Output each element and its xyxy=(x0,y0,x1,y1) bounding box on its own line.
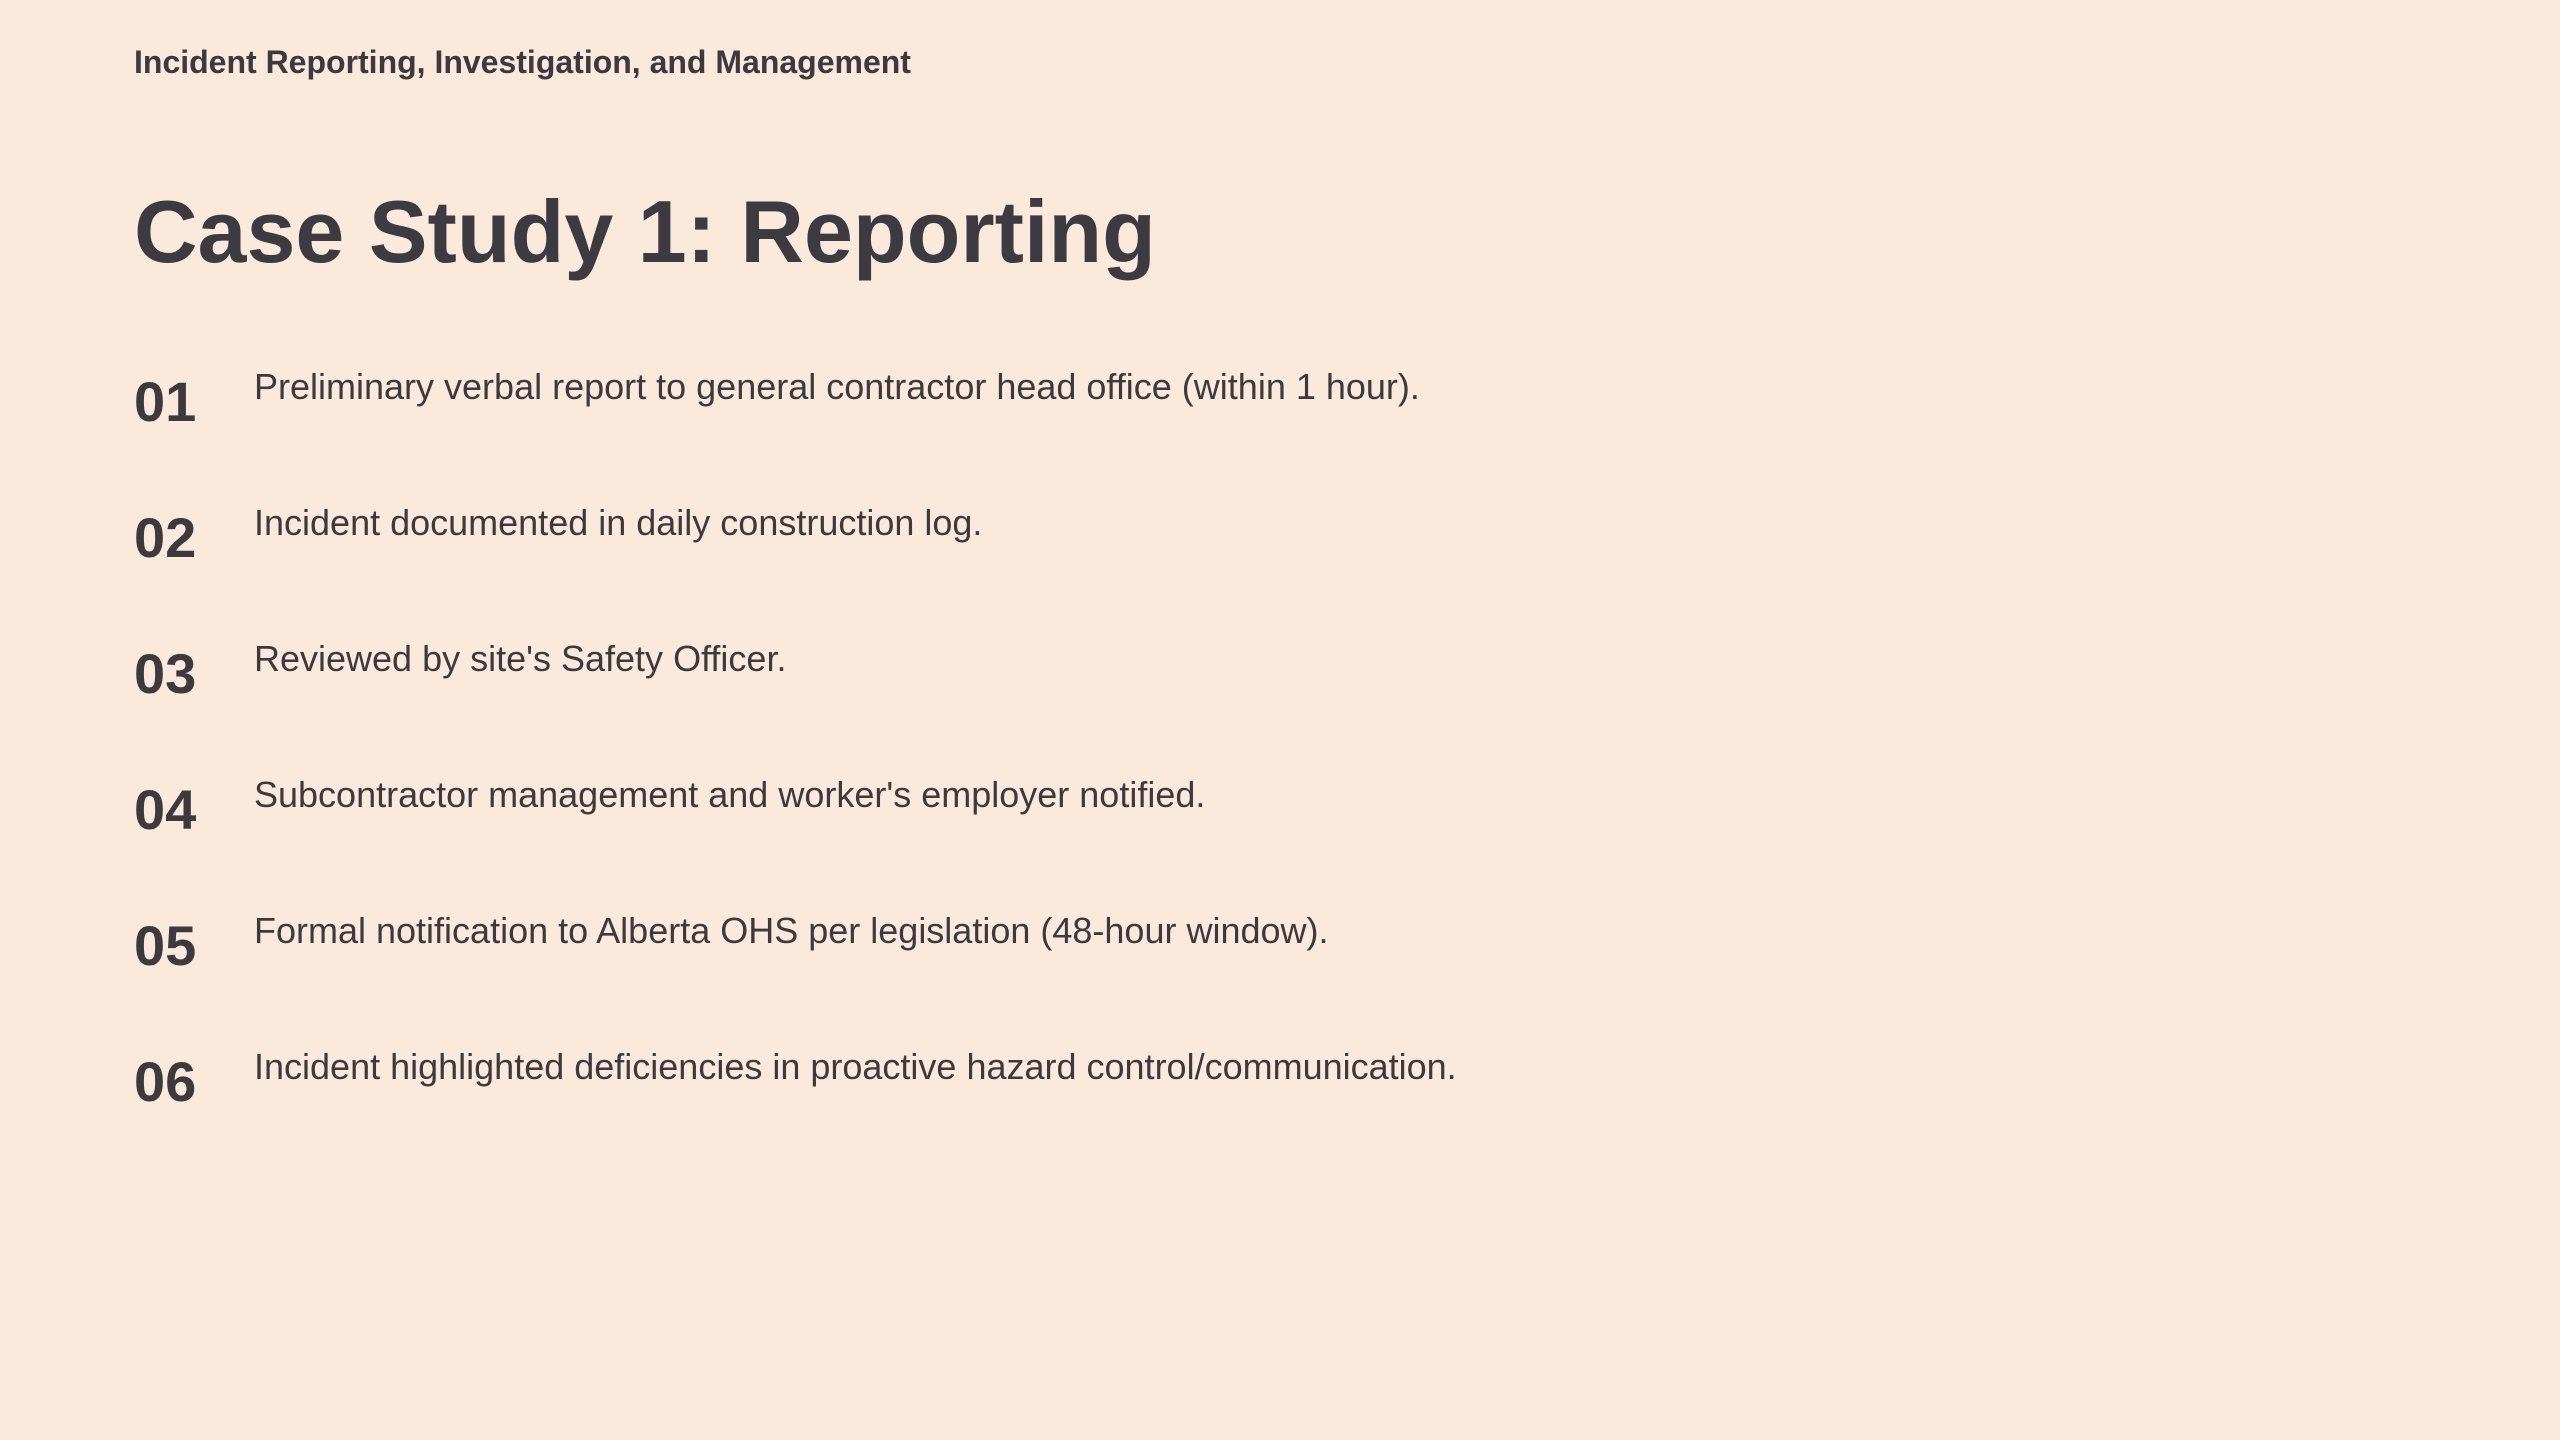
step-number: 05 xyxy=(134,914,197,977)
step-item xyxy=(134,501,2434,637)
step-number: 06 xyxy=(134,1050,197,1113)
step-number: 02 xyxy=(134,506,197,569)
step-text: Incident highlighted deficiencies in proactive hazard control/communication. xyxy=(254,1046,1457,1087)
step-item xyxy=(134,637,2434,773)
step-text: Incident documented in daily construction log. xyxy=(254,502,983,543)
step-number: 01 xyxy=(134,370,197,433)
step-item xyxy=(134,1045,2434,1181)
steps-list xyxy=(134,365,2434,1181)
step-text: Reviewed by site's Safety Officer. xyxy=(254,638,787,679)
step-number: 03 xyxy=(134,642,197,705)
step-item xyxy=(134,773,2434,909)
step-text: Preliminary verbal report to general contractor head office (within 1 hour). xyxy=(254,366,1420,407)
step-number: 04 xyxy=(134,778,197,841)
slide-title: Case Study 1: Reporting xyxy=(134,182,1156,281)
presentation-header-title: Incident Reporting, Investigation, and Management xyxy=(134,44,911,80)
step-text: Formal notification to Alberta OHS per legislation (48-hour window). xyxy=(254,910,1329,951)
step-item xyxy=(134,909,2434,1045)
step-item xyxy=(134,365,2434,501)
step-text: Subcontractor management and worker's employer notified. xyxy=(254,774,1206,815)
